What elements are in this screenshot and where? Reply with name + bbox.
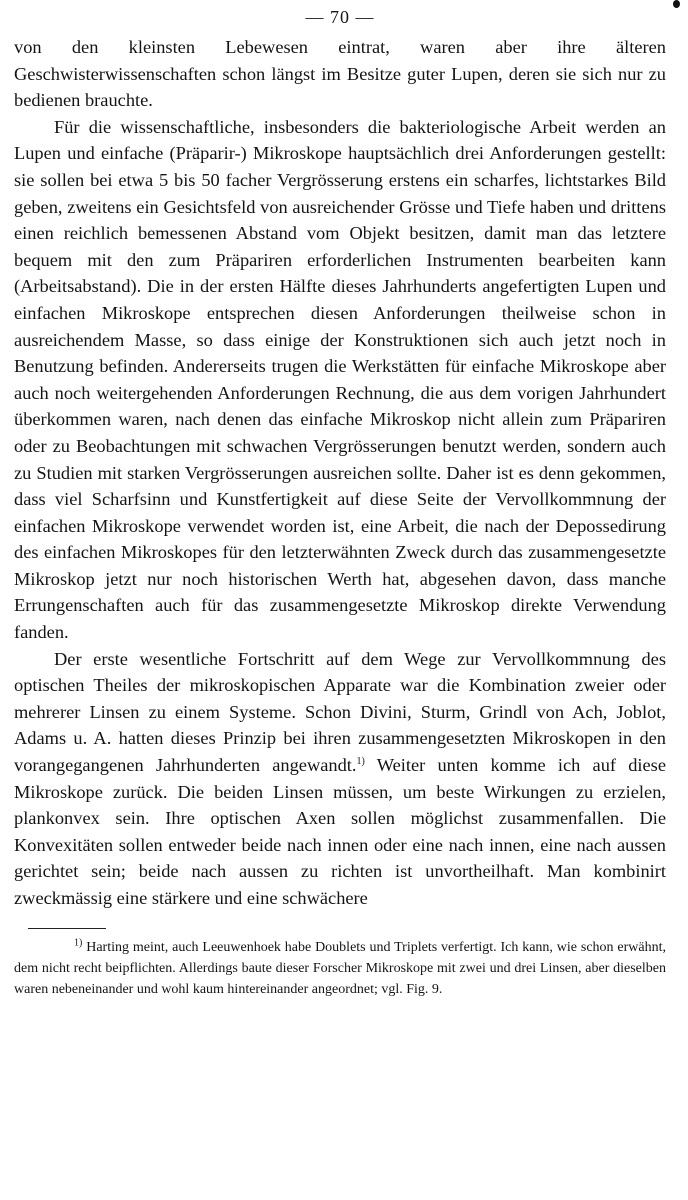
footnote-text: Harting meint, auch Leeuwenhoek habe Doublets und Triplets verfertigt. Ich kann, wie schon erwähnt, dem nicht recht beipflichten. Allerdings baute dieser Forscher Mikroskope mit zwei und drei Linsen, aber dieselben waren nebeneinander und wohl kaum hintereinander angeordnet; vgl. Fig. 9. bbox=[14, 939, 667, 997]
page-number-header: — 70 — bbox=[305, 7, 375, 27]
footnote bbox=[14, 937, 666, 1000]
footnote-reference: 1) bbox=[356, 755, 365, 767]
footnote-paragraph bbox=[14, 937, 666, 1000]
paragraph-2: Für die wissenschaftliche, insbesonders die bakteriologische Arbeit werden an Lupen und einfache (Präparir-) Mikroskope hauptsächlich drei Anforderungen gestellt: sie sollen bei etwa 5 bis 50 facher Vergrösserung erstens ein scharfes, lichtstarkes Bild geben, zweitens ein Gesichtsfeld von ausreichender Grösse und Tiefe haben und drittens einen reichlich bemessenen Abstand vom Objekt besitzen, damit man das letztere bequem mit den zum Präpariren erforderlichen Instrumenten bearbeiten kann (Arbeitsabstand). Die in der ersten Hälfte dieses Jahrhunderts angefertigten Lupen und einfachen Mikroskope entsprechen diesen Anforderungen theilweise schon in ausreichendem Masse, so dass einige der Konstruktionen sich auch jetzt noch in Benutzung befinden. Andererseits trugen die Werkstätten für einfache Mikroskope aber auch noch weitergehenden Anforderungen Rechnung, die aus dem vorigen Jahrhundert überkommen waren, nach denen das einfache Mikroskop nicht allein zum Präpariren oder zu Beobachtungen mit schwachen Vergrösserungen benutzt werden, sondern auch zu Studien mit starken Vergrösserungen ausreichen sollte. Daher ist es denn gekommen, dass viel Scharfsinn und Kunstfertigkeit auf diese Seite der Vervollkommnung der einfachen Mikroskope verwendet worden ist, eine Arbeit, die nach der Depossedirung des einfachen Mikroskopes für den letzterwähnten Zweck durch das zusammengesetzte Mikroskop jetzt nur noch historischen Werth hat, abgesehen davon, dass manche Errungenschaften auch für das zusammengesetzte Mikroskop direkte Verwendung fanden. bbox=[14, 116, 666, 643]
footnote-rule bbox=[28, 928, 106, 929]
paragraph-3-continuation: Weiter unten komme ich auf diese Mikroskope zurück. Die beiden Linsen müssen, um beste Wirkungen zu erzielen, plankonvex sein. Ihre optischen Axen sollen möglichst zusammenfallen. Die Konvexitäten sollen entweder beide nach innen oder eine nach innen, eine nach aussen gerichtet sein; beide nach aussen zu richten ist unvortheilhaft. Man kombinirt zweckmässig eine stärkere und eine schwächere bbox=[14, 755, 666, 908]
paragraph-1: von den kleinsten Lebewesen eintrat, waren aber ihre älteren Geschwisterwissenschaften schon längst im Besitze guter Lupen, deren sie sich nur zu bedienen brauchte. bbox=[14, 37, 666, 111]
footnote-marker: 1) bbox=[74, 936, 83, 948]
page bbox=[14, 0, 666, 1000]
ink-spot bbox=[673, 0, 680, 8]
paragraph-3-text: Der erste wesentliche Fortschritt auf dem Wege zur Vervollkommnung des optischen Theiles der mikroskopischen Apparate war die Kombination zweier oder mehrerer Linsen zu einem Systeme. Schon Divini, Sturm, Grindl von Ach, Joblot, Adams u. A. hatten dieses Prinzip bei ihren zusammengesetzten Mikroskopen in den vorangegangenen Jahrhunderten angewandt. bbox=[14, 648, 666, 776]
paragraph-3 bbox=[14, 646, 666, 912]
body-text bbox=[14, 34, 666, 912]
